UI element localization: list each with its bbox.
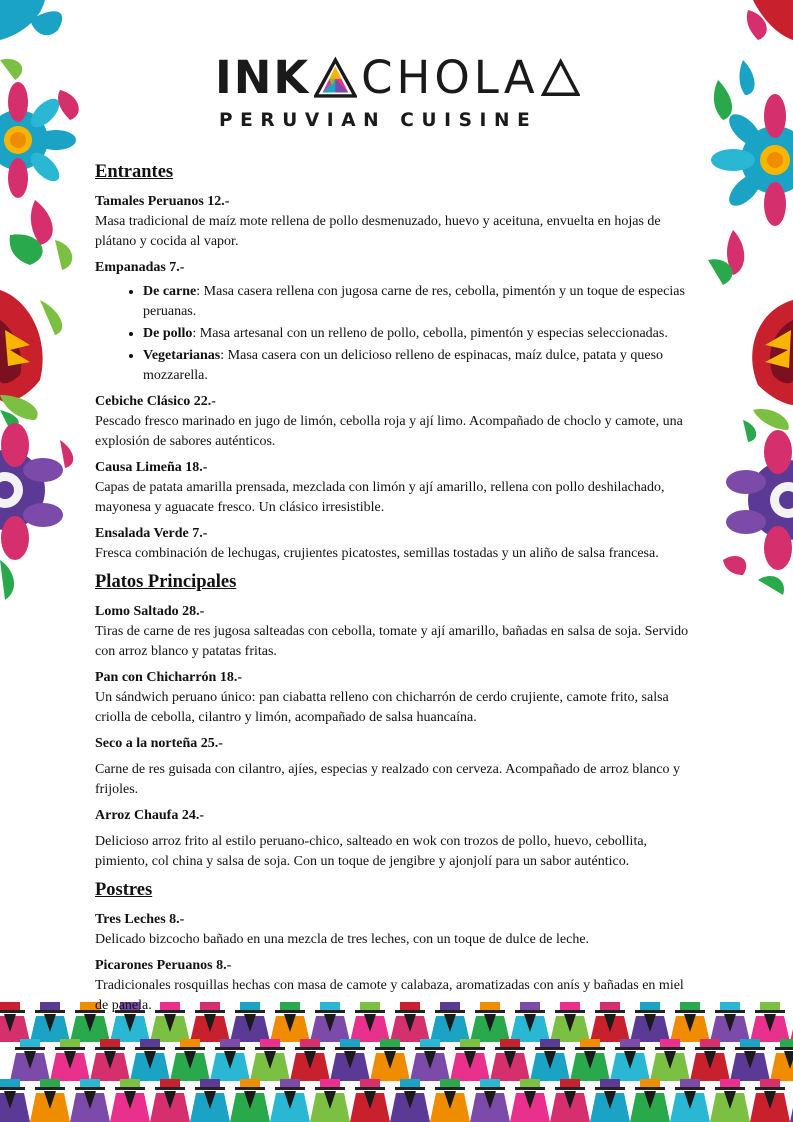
item-title: Seco a la norteña 25.- [95,736,223,751]
menu-item [95,392,700,452]
restaurant-logo [215,52,580,134]
menu-item [95,734,700,800]
item-title: Causa Limeña 18.- [95,460,208,475]
list-item [143,346,700,386]
menu-item [95,668,700,728]
item-title: Lomo Saltado 28.- [95,604,205,619]
item-title: Tres Leches 8.- [95,912,185,927]
item-title: Ensalada Verde 7.- [95,526,208,541]
menu-item [95,192,700,252]
section-title: Entrantes [95,162,174,182]
logo-triangle-icon [314,55,357,101]
item-description: Capas de patata amarilla prensada, mezclada con limón y ají amarillo, rellena con pollo deshilachado, mayonesa y aguacate fresco. Un clásico irresistible. [95,480,665,515]
empanada-list [95,282,700,386]
section-title: Postres [95,880,153,900]
item-title: Cebiche Clásico 22.- [95,394,216,409]
item-description: Un sándwich peruano único: pan ciabatta relleno con chicharrón de cerdo crujiente, camote frito, salsa criolla de cebolla, cilantro y limón, acompañado de salsa huancaína. [95,690,669,725]
menu-item [95,956,700,1016]
floral-border-left-decoration [0,0,95,1000]
bullet-name: De carne [143,284,197,299]
section-title: Platos Principales [95,572,237,592]
logo-name-right: CHOLA [361,51,539,104]
floral-border-right-decoration [703,0,793,1000]
item-description: Fresca combinación de lechugas, crujientes picatostes, semillas tostadas y un aliño de salsa francesa. [95,546,659,561]
item-title: Picarones Peruanos 8.- [95,958,232,973]
item-title: Tamales Peruanos 12.- [95,194,230,209]
menu-item [95,524,700,564]
menu-item [95,602,700,662]
item-description: Tradicionales rosquillas hechas con masa de camote y calabaza, aromatizadas con anís y bañadas en miel de panela. [95,978,684,1013]
item-description: Pescado fresco marinado en jugo de limón, cebolla roja y ají limo. Acompañado de choclo y camote, una explosión de sabores auténticos. [95,414,683,449]
item-title: Empanadas 7.- [95,260,185,275]
item-description: Delicioso arroz frito al estilo peruano-chico, salteado en wok con trozos de pollo, huevo, cebollita, pimiento, col china y salsa de soja. Con un toque de jengibre y ajonjolí para un sabor auténtico. [95,834,648,869]
menu-item [95,458,700,518]
menu-item [95,258,700,386]
bullet-name: Vegetarianas [143,348,221,363]
item-description: Tiras de carne de res jugosa salteadas con cebolla, tomate y ají amarillo, bañadas en salsa de soja. Servido con arroz blanco y patatas fritas. [95,624,689,659]
item-description: Masa tradicional de maíz mote rellena de pollo desmenuzado, huevo y aceituna, envuelta en hojas de plátano y cocida al vapor. [95,214,661,249]
item-description: Delicado bizcocho bañado en una mezcla de tres leches, con un toque de dulce de leche. [95,932,590,947]
item-description: Carne de res guisada con cilantro, ajíes, especias y realzado con cerveza. Acompañado de arroz blanco y frijoles. [95,762,681,797]
bullet-name: De pollo [143,326,193,341]
list-item [143,324,700,344]
logo-outline-triangle-icon [541,55,580,101]
logo-name-left: INK [215,51,311,104]
bullet-text: : Masa casera con un delicioso relleno de espinacas, maíz dulce, patata y queso mozzarella. [143,348,664,383]
menu-item [95,910,700,950]
bullet-text: : Masa artesanal con un relleno de pollo, cebolla, pimentón y especias seleccionadas. [192,326,668,341]
logo-tagline: PERUVIAN CUISINE [219,110,538,131]
item-title: Pan con Chicharrón 18.- [95,670,242,685]
list-item [143,282,700,322]
item-title: Arroz Chaufa 24.- [95,808,205,823]
bullet-text: : Masa casera rellena con jugosa carne de res, cebolla, pimentón y un toque de especias peruanas. [143,284,685,319]
menu-content [95,160,700,1022]
menu-item [95,806,700,872]
